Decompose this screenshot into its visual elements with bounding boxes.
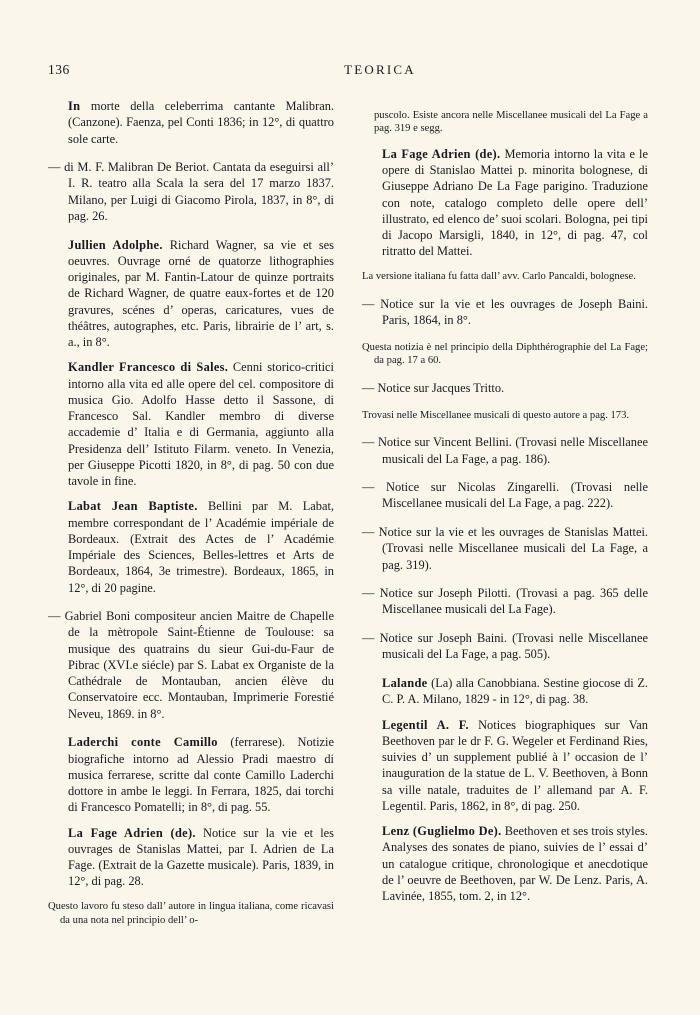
left-column	[48, 98, 334, 978]
entry-notice-jacques-tritto	[362, 380, 648, 396]
note-body: puscolo. Esiste ancora nelle Miscellanee musicali del La Fage a pag. 319 e segg.	[374, 109, 648, 134]
entry-body: — Notice sur Joseph Baini. (Trovasi nelle Miscellanee musicali del La Fage, a pag. 505).	[362, 631, 648, 662]
entry-heading: Laderchi conte Camillo	[68, 735, 218, 750]
entry-body: — Notice sur Joseph Pilotti. (Trovasi a pag. 365 delle Miscellanee musicali del La Fage).	[362, 586, 648, 617]
entry-la-fage-memoria	[362, 146, 648, 260]
entry-body: — Notice sur la vie et les ouvrages de Joseph Baini. Paris, 1864, in 8°.	[362, 296, 648, 328]
entry-labat-jean-baptiste	[48, 498, 334, 596]
entry-body: — Notice sur Jacques Tritto.	[362, 380, 505, 395]
entry-body: Notices biographiques sur Van Beethoven par le dr F. G. Wegeler et Ferdinand Ries, suivies d’ un supplement publié à l’ occasion de l’ inauguration de la statue de L. V. Beethoven, à Bonn sa ville natale, traduites de l’ allemand par A. F. Legentil. Paris, 1862, in 8°, di pag. 250.	[382, 717, 648, 813]
entry-body: (ferrarese). Notizie biografiche intorno ad Alessio Pradi maestro di musica ferrarese, scritte dal conte Camillo Laderchi dottore in ambe le leggi. In Ferrara, 1825, dai torchi di Francesco Pomatelli; in 8°, di pag. 55.	[68, 735, 334, 815]
entry-notice-stanislas-mattei	[362, 524, 648, 573]
entry-body: — Notice sur Nicolas Zingarelli. (Trovasi nelle Miscellanee musicali del La Fage, a pag. 222).	[362, 480, 648, 511]
entry-gabriel-boni	[48, 608, 334, 722]
entry-heading: In	[68, 99, 81, 113]
entry-heading: Legentil A. F.	[382, 717, 469, 732]
entry-note	[362, 409, 648, 422]
entry-heading: La Fage Adrien (de).	[382, 146, 501, 161]
note-body: La versione italiana fu fatta dall’ avv. Carlo Pancaldi, bolognese.	[362, 271, 636, 283]
entry-body: — Notice sur Vincent Bellini. (Trovasi nelle Miscellanee musicali del La Fage, a pag. 186).	[362, 435, 648, 466]
entry-body: Richard Wagner, sa vie et ses oeuvres. Ouvrage orné de quatorze lithographies originales, par M. Fantin-Latour de quinze portraits de Richard Wagner, de quatre eaux-fortes et de 120 gravures, scénes d’ operas, caricatures, vues de théâtres, autographes, etc. Paris, librairie de l’ art, s. a., in 8°.	[68, 237, 335, 350]
entry-body: — Notice sur la vie et les ouvrages de Stanislas Mattei. (Trovasi nelle Miscellanee musicali del La Fage, a pag. 319).	[362, 525, 648, 572]
entry-notice-joseph-pilotti	[362, 585, 648, 618]
entry-lenz-guglielmo	[362, 823, 648, 904]
entry-notice-vincent-bellini	[362, 434, 648, 467]
entry-body: Beethoven et ses trois styles. Analyses des sonates de piano, suivies de l’ essai d’ un catalogue critique, chronologique et anecdotique de l’ oeuvre de Beethoven, par W. De Lenz. Paris, A. Lavinée, 1855, tom. 2, in 12°.	[382, 824, 648, 903]
running-head: TEORICA	[344, 62, 416, 77]
entry-body: Notice sur la vie et les ouvrages de Stanislas Mattei, par I. Adrien de La Fage. (Extrait de la Gazette musicale). Paris, 1839, in 12°, di pag. 28.	[68, 825, 334, 889]
page-header	[48, 62, 652, 80]
entry-heading: Jullien Adolphe.	[68, 237, 163, 252]
entry-la-fage-adrien-notice	[48, 825, 334, 890]
entry-jullien-adolphe	[48, 237, 334, 351]
entry-body: morte della celeberrima cantante Malibran. (Canzone). Faenza, pel Conti 1836; in 12°, di quattro sole carte.	[68, 99, 334, 146]
entry-body: — di M. F. Malibran De Beriot. Cantata da eseguirsi all’ I. R. teatro alla Scala la sera del 17 marzo 1837. Milano, per Luigi di Giacomo Pirola, 1837, in 8°, di pag. 26.	[48, 160, 334, 223]
entry-notice-joseph-baini-1864	[362, 296, 648, 329]
entry-heading: Lalande	[382, 676, 428, 690]
note-body: Questo lavoro fu steso dall’ autore in lingua italiana, come ricavasi da una nota nel principio dell’ o-	[48, 901, 334, 926]
entry-kandler-francesco	[48, 359, 334, 489]
entry-body: — Gabriel Boni compositeur ancien Maitre de Chapelle de la mètropole Saint-Étienne de Toulouse: sa musique des quatrains du sieur Gui-du-Faur de Pibrac (XVI.e siécle) par S. Labat ex Organiste de la Cathédrale de Montauban, ancien élève du Conservatoire ecc. Montauban, Imprimerie Forestié Neveu, 1869. in 8°.	[48, 609, 334, 721]
right-column	[362, 98, 648, 978]
entry-notice-nicolas-zingarelli	[362, 479, 648, 512]
entry-laderchi-camillo	[48, 734, 334, 815]
entry-notice-joseph-baini-505	[362, 630, 648, 663]
entry-malibran-cantata	[48, 159, 334, 224]
entry-note	[48, 900, 334, 927]
entry-lalande	[362, 675, 648, 708]
entry-heading: La Fage Adrien (de).	[68, 825, 196, 840]
entry-legentil	[362, 717, 648, 815]
entry-body: Cenni storico-critici intorno alla vita ed alle opere del cel. compositore di musica Gio. Adolfo Hasse detto il Sassone, di Francesco Sal. Kandler membro di diverse accademie d’ Italia e di Germania, aggiunto alla Presidenza dell’ Istituto Filarm. veneto. In Venezia, per Giuseppe Picotti 1820, in 8°, di pag. 50 con due tavole in fine.	[68, 360, 334, 489]
entry-heading: Lenz (Guglielmo De).	[382, 824, 502, 838]
page-number: 136	[48, 62, 70, 77]
continued-note	[362, 109, 648, 136]
entry-body: Memoria intorno la vita e le opere di Stanislao Mattei p. minorita bolognese, di Giuseppe Adriano De La Fage parigino. Traduzione con note, catalogo completo delle opere dell’ illustrato, ed elenco de’ suoi scolari. Bologna, pei tipi di Jacopo Marsigli, 1840, in 12°, di pag. 47, col ritratto del Mattei.	[382, 146, 648, 259]
entry-heading: Labat Jean Baptiste.	[68, 499, 198, 514]
entry-note	[362, 270, 648, 283]
note-body: Trovasi nelle Miscellanee musicali di questo autore a pag. 173.	[362, 409, 630, 421]
entry-body: Bellini par M. Labat, membre correspondant de l’ Académie impériale de Bordeaux. (Extrait des Actes de l’ Académie Impériale des Sciences, Belles-lettres et Arts de Bordeaux, 1864, 3e trimestre). Bordeaux, 1865, in 12°, di 20 pagine.	[68, 499, 334, 595]
note-body: Questa notizia è nel principio della Diphthérographie del La Fage; da pag. 17 a 60.	[362, 341, 648, 367]
text-columns	[48, 98, 652, 978]
entry-body: (La) alla Canobbiana. Sestine giocose di Z. C. P. A. Milano, 1829 - in 12°, di pag. 38.	[382, 676, 648, 707]
entry-note	[362, 341, 648, 368]
entry-in-morte	[48, 98, 334, 147]
entry-heading: Kandler Francesco di Sales.	[68, 360, 229, 375]
